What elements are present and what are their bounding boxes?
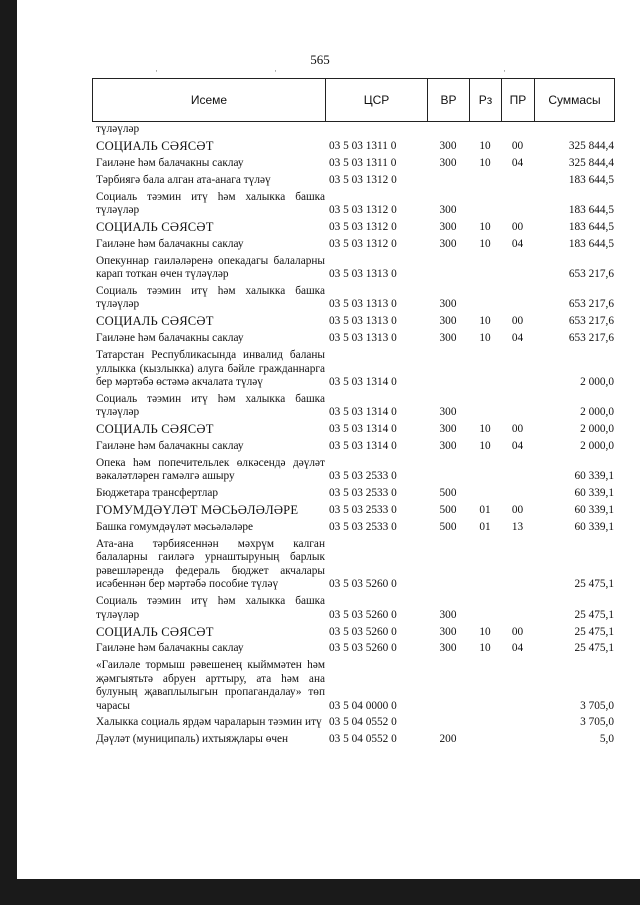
row-sum: 3 705,0 (580, 699, 614, 712)
row-name: Опека һәм попечительлек өлкәсендә дәүләт вәкаләтләрен гамәлгә ашыру (96, 457, 325, 483)
row-sum: 183 644,5 (568, 237, 614, 250)
row-sum: 3 705,0 (580, 716, 614, 729)
row-vr: 300 (439, 220, 457, 233)
row-name: Гаиләне һәм балачакны саклау (96, 440, 244, 453)
row-rz: 10 (479, 642, 491, 655)
table-row (92, 733, 614, 746)
row-name: Халыкка социаль ярдәм чараларын тәэмин итү (96, 716, 322, 729)
row-vr: 300 (439, 406, 457, 419)
table-row (92, 349, 614, 389)
row-csr: 03 5 03 5260 0 (329, 642, 397, 655)
row-sum: 325 844,4 (568, 139, 614, 152)
row-vr: 300 (439, 315, 457, 328)
scan-mark: · (503, 66, 506, 76)
row-name: СОЦИАЛЬ СӘЯСӘТ (96, 138, 214, 153)
table-row (92, 595, 614, 622)
row-sum: 2 000,0 (580, 406, 614, 419)
row-name: СОЦИАЛЬ СӘЯСӘТ (96, 314, 214, 329)
row-sum: 183 644,5 (568, 220, 614, 233)
col-header-sum: Суммасы (535, 79, 615, 122)
table-row (92, 440, 614, 453)
scan-left-edge (0, 0, 17, 905)
row-vr: 300 (439, 423, 457, 436)
row-name: Опекуннар гаиләләренә опекадагы балаларны карап тоткан өчен түләүләр (96, 254, 325, 281)
col-header-vr: ВР (428, 79, 470, 122)
row-sum: 2 000,0 (580, 423, 614, 436)
row-sum: 653 217,6 (568, 332, 614, 345)
table-row (92, 285, 614, 312)
row-rz: 01 (479, 521, 491, 534)
table-row (92, 538, 614, 592)
row-rz: 10 (479, 220, 491, 233)
row-vr: 300 (439, 156, 457, 169)
col-header-pr: ПР (502, 79, 535, 122)
row-sum: 653 217,6 (568, 268, 614, 281)
row-csr: 03 5 03 2533 0 (329, 487, 397, 500)
scan-bottom-edge (0, 879, 640, 905)
row-pr: 00 (511, 625, 524, 638)
table-row (92, 716, 614, 729)
row-rz: 10 (479, 156, 491, 169)
row-pr: 00 (511, 504, 524, 517)
row-csr: 03 5 03 1314 0 (329, 423, 397, 436)
row-name: СОЦИАЛЬ СӘЯСӘТ (96, 422, 214, 437)
row-rz: 10 (479, 440, 491, 453)
row-vr: 300 (439, 625, 457, 638)
row-sum: 183 644,5 (568, 204, 614, 217)
row-csr: 03 5 04 0552 0 (329, 716, 397, 729)
row-name: Ата-ана тәрбиясеннән мәхрүм калган балаларны гаиләгә урнаштыруның барлык рәвешләрендә федераль бюджет акчалары исәбеннән бер мәртәбә пособие түләү (96, 538, 325, 591)
table-row (92, 393, 614, 420)
row-name: Гаиләне һәм балачакны саклау (96, 332, 244, 345)
row-sum: 183 644,5 (568, 173, 614, 186)
page-number: 565 (310, 52, 330, 67)
row-csr: 03 5 03 1312 0 (329, 237, 397, 250)
row-sum: 2 000,0 (580, 376, 614, 388)
row-vr: 300 (439, 204, 457, 217)
table-row (92, 221, 614, 234)
table-row (92, 332, 614, 345)
row-name: Социаль тәэмин итү һәм халыкка башка түләүләр (96, 285, 325, 311)
row-vr: 300 (439, 298, 457, 311)
row-name: Социаль тәэмин итү һәм халыкка башка түләүләр (96, 392, 325, 419)
row-vr: 300 (439, 608, 457, 621)
budget-table-body (92, 123, 614, 750)
row-csr: 03 5 04 0000 0 (329, 699, 397, 712)
col-header-rz: Рз (470, 79, 502, 122)
row-vr: 300 (439, 642, 457, 655)
table-row (92, 487, 614, 500)
row-name: «Гаиләле тормыш рәвешенең кыйммәтен һәм җәмгыятьтә абруен арттыру, ата һәм ана булуның җаваплылыгын пропагандалау» төп чарасы (96, 659, 325, 712)
row-pr: 04 (511, 440, 524, 453)
row-csr: 03 5 03 2533 0 (329, 521, 397, 534)
table-row (92, 504, 614, 517)
row-pr: 00 (511, 220, 524, 233)
row-csr: 03 5 03 1313 0 (329, 332, 397, 345)
row-sum: 60 339,1 (574, 470, 614, 483)
table-row (92, 191, 614, 218)
row-name: Тәрбиягә бала алган ата-анага түләү (96, 173, 271, 186)
row-sum: 325 844,4 (568, 156, 614, 169)
row-pr: 04 (511, 156, 524, 169)
row-rz: 10 (479, 315, 491, 328)
row-pr: 04 (511, 642, 524, 655)
row-name: Гаиләне һәм балачакны саклау (96, 642, 244, 655)
row-sum: 5,0 (599, 733, 614, 746)
row-pr: 00 (511, 315, 524, 328)
row-csr: 03 5 03 1312 0 (329, 204, 397, 217)
table-row (92, 157, 614, 170)
row-name: Гаиләне һәм балачакны саклау (96, 237, 244, 250)
row-csr: 03 5 03 1311 0 (329, 156, 397, 169)
row-rz: 10 (479, 332, 491, 345)
row-name: СОЦИАЛЬ СӘЯСӘТ (96, 219, 214, 234)
table-header (92, 78, 615, 122)
table-row (92, 521, 614, 534)
row-pr: 00 (511, 423, 524, 436)
row-sum: 25 475,1 (574, 642, 614, 655)
row-csr: 03 5 03 1314 0 (329, 440, 397, 453)
row-pr: 00 (511, 139, 524, 152)
row-name: ГОМУМДӘҮЛӘТ МӘСЬӘЛӘЛӘРЕ (96, 503, 299, 518)
row-rz: 10 (479, 139, 491, 152)
row-vr: 500 (439, 504, 457, 517)
row-sum: 60 339,1 (574, 487, 614, 500)
row-csr: 03 5 03 5260 0 (329, 608, 397, 621)
table-row (92, 315, 614, 328)
row-name: түләүләр (96, 123, 140, 135)
row-name: Социаль тәэмин итү һәм халыкка башка түләүләр (96, 190, 325, 217)
row-name: Гаиләне һәм балачакны саклау (96, 156, 244, 169)
scan-mark: · (274, 66, 277, 76)
row-csr: 03 5 03 2533 0 (329, 470, 397, 483)
row-rz: 10 (479, 237, 491, 250)
row-csr: 03 5 03 1313 0 (329, 298, 397, 311)
row-name: Дәүләт (муниципаль) ихтыяҗлары өчен (96, 733, 289, 746)
row-csr: 03 5 03 1313 0 (329, 315, 397, 328)
table-row (92, 659, 614, 713)
row-csr: 03 5 04 0552 0 (329, 733, 397, 746)
row-vr: 300 (439, 139, 457, 152)
table-row (92, 174, 614, 187)
table-row (92, 123, 614, 136)
row-csr: 03 5 03 5260 0 (329, 578, 397, 591)
row-csr: 03 5 03 1314 0 (329, 406, 397, 419)
row-name: Татарстан Республикасында инвалид баланы уллыкка (кызлыкка) алуга бәйле гражданнарга бер мәртәбә өстәмә акчалата түләү (96, 349, 325, 388)
row-pr: 04 (511, 332, 524, 345)
scan-mark: · (155, 66, 158, 76)
row-sum: 2 000,0 (580, 440, 614, 453)
table-row (92, 626, 614, 639)
table-row (92, 140, 614, 153)
row-rz: 10 (479, 423, 491, 436)
table-row (92, 457, 614, 484)
table-row (92, 255, 614, 282)
row-csr: 03 5 03 5260 0 (329, 625, 397, 638)
row-vr: 200 (439, 733, 457, 746)
row-vr: 300 (439, 440, 457, 453)
col-header-csr: ЦСР (326, 79, 428, 122)
row-csr: 03 5 03 1313 0 (329, 268, 397, 281)
row-vr: 500 (439, 521, 457, 534)
row-sum: 653 217,6 (568, 315, 614, 328)
row-sum: 60 339,1 (574, 504, 614, 517)
row-sum: 25 475,1 (574, 625, 614, 638)
row-csr: 03 5 03 1312 0 (329, 173, 397, 186)
row-sum: 25 475,1 (574, 578, 614, 591)
row-name: СОЦИАЛЬ СӘЯСӘТ (96, 624, 214, 639)
row-sum: 60 339,1 (574, 521, 614, 534)
row-vr: 300 (439, 332, 457, 345)
row-vr: 300 (439, 237, 457, 250)
row-sum: 653 217,6 (568, 298, 614, 311)
row-csr: 03 5 03 1312 0 (329, 220, 397, 233)
row-csr: 03 5 03 1314 0 (329, 376, 397, 388)
row-sum: 25 475,1 (574, 608, 614, 621)
row-pr: 04 (511, 237, 524, 250)
table-row (92, 423, 614, 436)
row-csr: 03 5 03 1311 0 (329, 139, 397, 152)
row-name: Социаль тәэмин итү һәм халыкка башка түләүләр (96, 595, 325, 621)
row-csr: 03 5 03 2533 0 (329, 504, 397, 517)
row-pr: 13 (511, 521, 524, 534)
row-rz: 01 (479, 504, 491, 517)
table-row (92, 642, 614, 655)
row-vr: 500 (439, 487, 457, 500)
col-header-name: Исеме (93, 79, 326, 122)
table-row (92, 238, 614, 251)
row-rz: 10 (479, 625, 491, 638)
row-name: Бюджетара трансфертлар (96, 487, 219, 500)
row-name: Башка гомумдәүләт мәсьәләләре (96, 521, 254, 534)
